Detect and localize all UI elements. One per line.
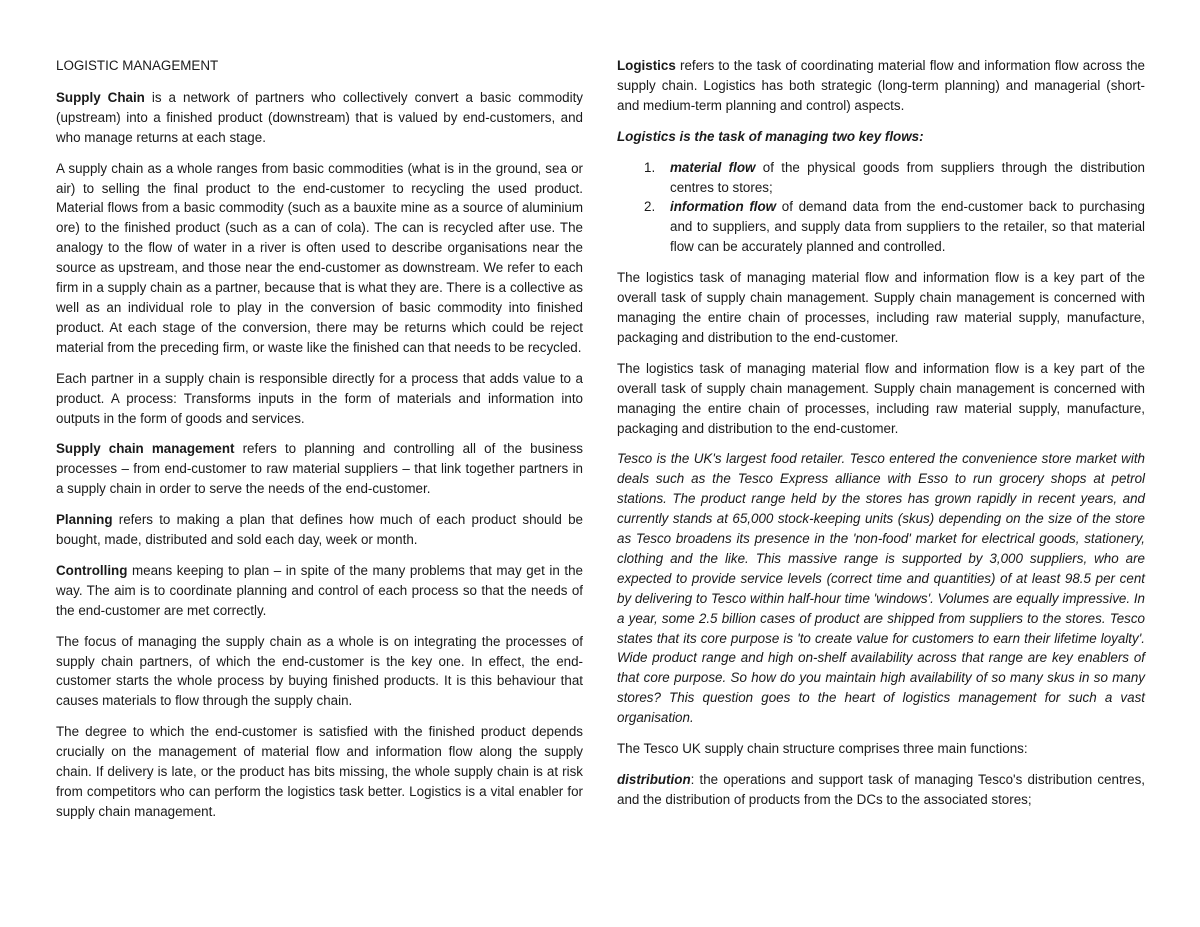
paragraph-text: : the operations and support task of managing Tesco's distribution centres, and the distribution of products from the DCs to the associated stores; xyxy=(617,772,1145,807)
paragraph-planning xyxy=(56,510,583,550)
paragraph-partner-process: Each partner in a supply chain is responsible directly for a process that adds value to a product. A process: Transforms inputs in the form of materials and information into outputs in the form of goods and services. xyxy=(56,370,583,426)
term-controlling: Controlling xyxy=(56,562,128,578)
list-item-text: of the physical goods from suppliers through the distribution centres to stores; xyxy=(670,159,1145,195)
right-column xyxy=(617,56,1145,821)
paragraph-supply-chain-whole: A supply chain as a whole ranges from basic commodities (what is in the ground, sea or air) to selling the final product to the end-customer to recycling the used product. Material flows from a basic commodity (such as a bauxite mine as a source of aluminium ore) to the finished product (such as a can of cola). The can is recycled after use. The analogy to the flow of water in a river is often used to describe organisations near the source as upstream, and those near the end-customer as downstream. We refer to each firm in a supply chain as a partner, because that is what they are. There is a collective as well as an individual role to play in the conversion of basic commodity into finished product. At each stage of the conversion, there may be returns which could be reject material from the preceding firm, or waste like the finished can that needs to be recycled. xyxy=(56,160,583,355)
term-scm: Supply chain management xyxy=(56,441,235,457)
paragraph-text: is a network of partners who collectively convert a basic commodity (upstream) into a finished product (downstream) that is valued by end-customers, and who manage returns at each stage. xyxy=(56,89,583,145)
paragraph-two-flows xyxy=(617,127,1145,147)
term-planning: Planning xyxy=(56,512,113,528)
paragraph-scm xyxy=(56,439,583,499)
list-number: 1. xyxy=(644,159,656,175)
paragraph-tesco-structure: The Tesco UK supply chain structure comprises three main functions: xyxy=(617,741,1028,757)
term-distribution: distribution xyxy=(617,772,691,787)
paragraph-focus: The focus of managing the supply chain as a whole is on integrating the processes of supply chain partners, of which the end-customer is the key one. In effect, the end-customer starts the whole process by buying finished products. It is this behaviour that causes materials to flow through the supply chain. xyxy=(56,633,583,709)
term-logistics: Logistics xyxy=(617,58,676,73)
term-material-flow: material flow xyxy=(670,159,756,175)
paragraph-logistics-task-2: The logistics task of managing material flow and information flow is a key part of the overall task of supply chain management. Supply chain management is concerned with managing the entire chain of processes, including raw material supply, manufacture, packaging and distribution to the end-customer. xyxy=(617,360,1145,436)
document-title: LOGISTIC MANAGEMENT xyxy=(56,58,219,73)
paragraph-logistics-task-1: The logistics task of managing material flow and information flow is a key part of the overall task of supply chain management. Supply chain management is concerned with managing the entire chain of processes, including raw material supply, manufacture, packaging and distribution to the end-customer. xyxy=(617,270,1145,345)
list-item xyxy=(617,158,1145,198)
paragraph-degree: The degree to which the end-customer is satisfied with the finished product depends crucially on the management of material flow and information flow along the supply chain. If delivery is late, or the product has bits missing, the whole supply chain is at risk from competitors who can perform the logistics task better. Logistics is a vital enabler for supply chain management. xyxy=(56,724,583,819)
two-flows-heading: Logistics is the task of managing two key flows: xyxy=(617,128,924,144)
list-number: 2. xyxy=(644,199,656,215)
paragraph-supply-chain xyxy=(56,88,583,148)
list-item xyxy=(617,197,1145,257)
paragraph-distribution xyxy=(617,770,1145,810)
paragraph-text: refers to making a plan that defines how much of each product should be bought, made, distributed and sold each day, week or month. xyxy=(56,512,583,548)
paragraph-text: refers to the task of coordinating material flow and information flow across the supply chain. Logistics has both strategic (long-term planning) and managerial (short- and medium-term planning and control) aspects. xyxy=(617,58,1145,113)
flows-list xyxy=(617,158,1145,258)
paragraph-logistics xyxy=(617,56,1145,116)
paragraph-text: means keeping to plan – in spite of the many problems that may get in the way. The aim is to coordinate planning and control of each process so that the needs of the end-customer are met correctly. xyxy=(56,562,583,618)
list-item-text: of demand data from the end-customer back to purchasing and to suppliers, and supply data from suppliers to the retailer, so that material flow can be accurately planned and controlled. xyxy=(670,199,1145,255)
paragraph-tesco-case: Tesco is the UK's largest food retailer. Tesco entered the convenience store market with deals such as the Tesco Express alliance with Esso to run grocery shops at petrol stations. The product range held by the stores has grown rapidly in recent years, and currently stands at 65,000 stock-keeping units (skus) depending on the size of the store as Tesco broadens its presence in the 'non-food' market for electrical goods, stationery, clothing and the like. This massive range is supported by 3,000 suppliers, who are expected to provide service levels (correct time and quantities) of at least 98.5 per cent by delivering to Tesco within half-hour time 'windows'. Volumes are equally impressive. In a year, some 2.5 billion cases of product are shipped from suppliers to the stores. Tesco states that its core purpose is 'to create value for customers to earn their lifetime loyalty'. Wide product range and high on-shelf availability across that range are key enablers of that core purpose. So how do you maintain high availability of so many skus in so many stores? This question goes to the heart of logistics management for such a vast organisation. xyxy=(617,451,1145,726)
paragraph-controlling xyxy=(56,561,583,621)
term-supply-chain: Supply Chain xyxy=(56,89,145,105)
left-column xyxy=(56,56,583,833)
term-information-flow: information flow xyxy=(670,199,777,215)
paragraph-text: refers to planning and controlling all of the business processes – from end-customer to raw material suppliers – that link together partners in a supply chain in order to serve the needs of the end-customer. xyxy=(56,441,584,497)
